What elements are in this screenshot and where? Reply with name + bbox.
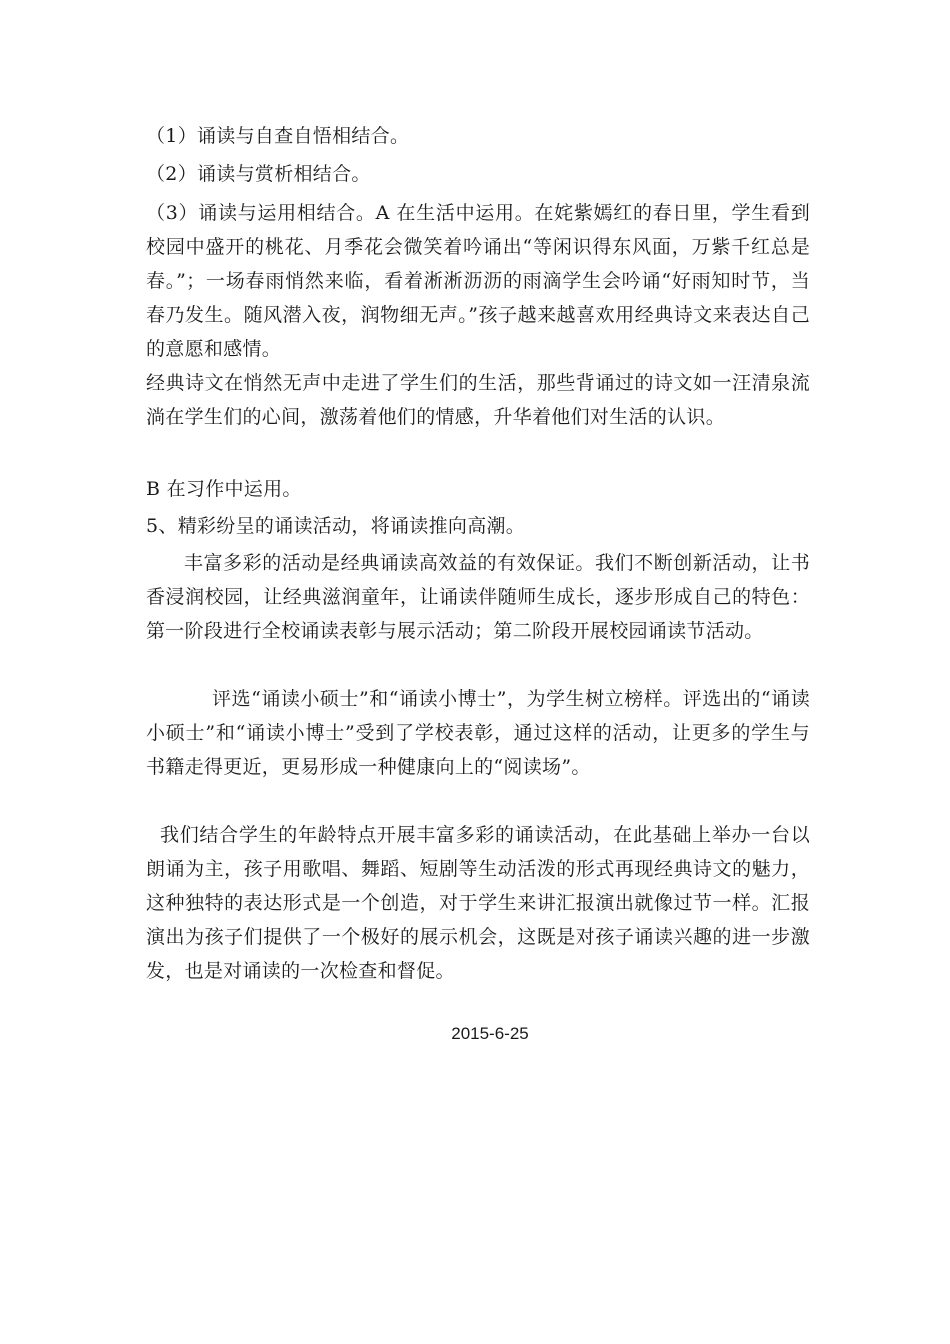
paragraph-performance: 我们结合学生的年龄特点开展丰富多彩的诵读活动，在此基础上举办一台以朗诵为主，孩子用歌唱、舞蹈、短剧等生动活泼的形式再现经典诗文的魅力，这种独特的表达形式是一个创造，对于学生来讲汇报演出就像过节一样。汇报演出为孩子们提供了一个极好的展示机会，这既是对孩子诵读兴趣的进一步激发，也是对诵读的一次检查和督促。 [146, 824, 810, 982]
list-item-2: （2）诵读与赏析相结合。 [146, 163, 371, 185]
list-item-b: B 在习作中运用。 [146, 478, 302, 500]
list-item-3: （3）诵读与运用相结合。A 在生活中运用。在姹紫嫣红的春日里，学生看到校园中盛开的桃花、月季花会微笑着吟诵出“等闲识得东风面，万紫千红总是春。”；一场春雨悄然来临，看着淅淅沥沥的雨滴学生会吟诵“好雨知时节，当春乃发生。随风潜入夜，润物细无声。”孩子越来越喜欢用经典诗文来表达自己的意愿和感情。 [146, 202, 810, 360]
list-item-1: （1）诵读与自查自悟相结合。 [146, 125, 410, 147]
section-heading-5: 5、精彩纷呈的诵读活动，将诵读推向高潮。 [146, 515, 526, 537]
paragraph-activities: 丰富多彩的活动是经典诵读高效益的有效保证。我们不断创新活动，让书香浸润校园，让经典滋润童年，让诵读伴随师生成长，逐步形成自己的特色：第一阶段进行全校诵读表彰与展示活动；第二阶段开展校园诵读节活动。 [146, 552, 810, 642]
document-date: 2015-6-25 [451, 1024, 529, 1043]
paragraph-classics: 经典诗文在悄然无声中走进了学生们的生活，那些背诵过的诗文如一汪清泉流淌在学生们的心间，激荡着他们的情感，升华着他们对生活的认识。 [146, 372, 810, 428]
paragraph-selection: 评选“诵读小硕士”和“诵读小博士”，为学生树立榜样。评选出的“诵读小硕士”和“诵读小博士”受到了学校表彰，通过这样的活动，让更多的学生与书籍走得更近，更易形成一种健康向上的“阅读场”。 [146, 688, 810, 778]
